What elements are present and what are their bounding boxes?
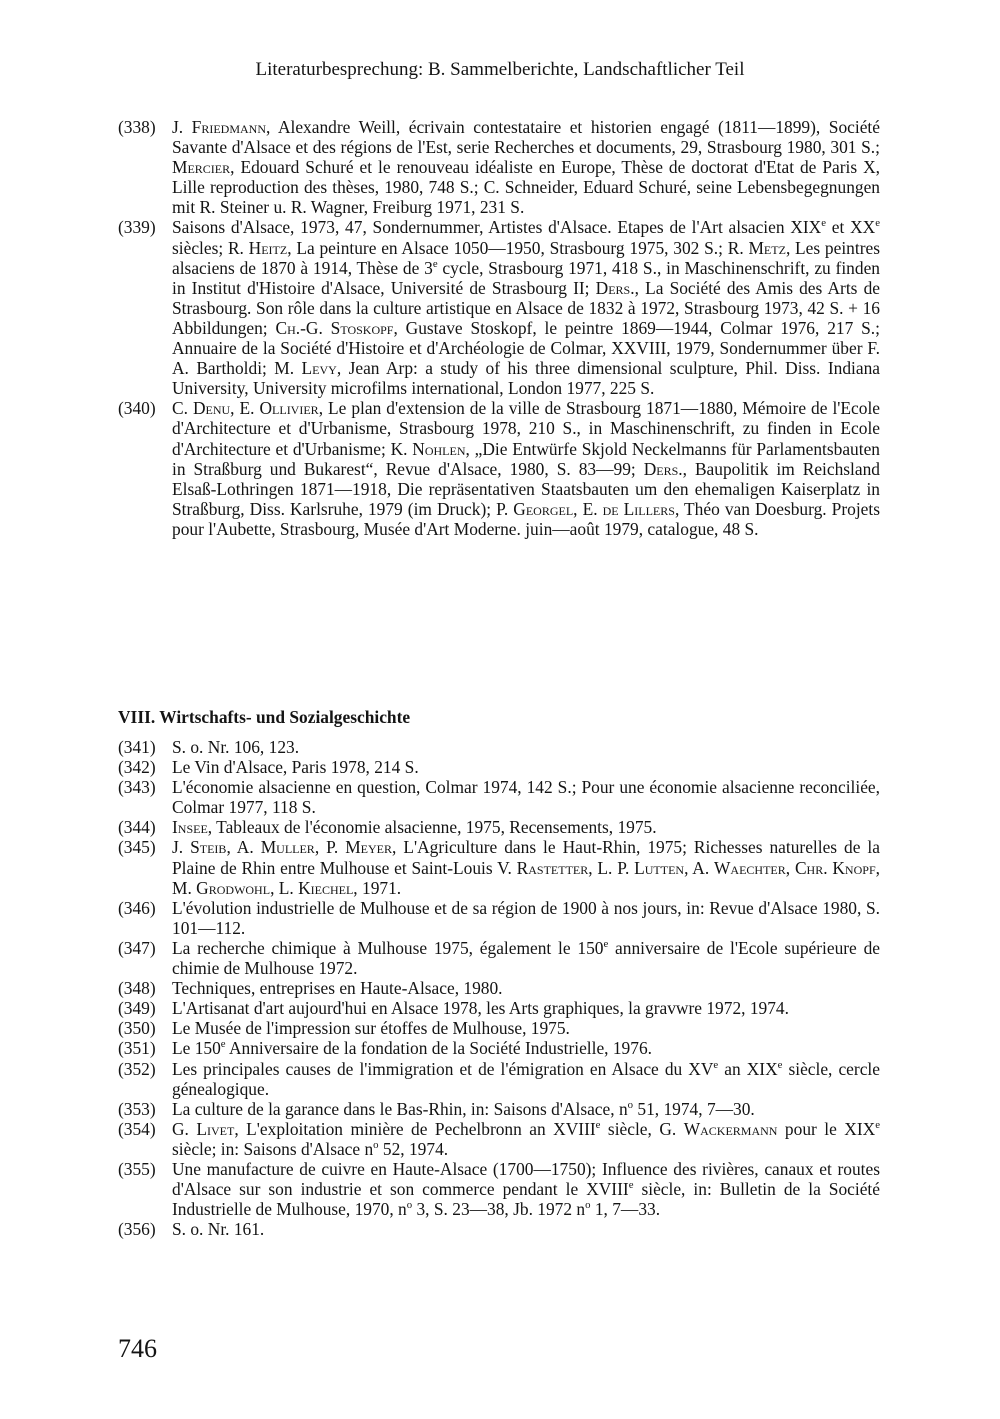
entry-number: (349) (118, 998, 156, 1019)
entry-number: (338) (118, 117, 156, 137)
text-run: an XIX (718, 1058, 778, 1079)
text-run: , (785, 857, 795, 878)
entry-text (172, 1059, 880, 1099)
entry-text (172, 777, 880, 817)
text-run: L'Artisanat d'art aujourd'hui en Alsace 1978, les Arts graphiques, la gravwre 1972, 1974. (172, 998, 789, 1019)
bibliography-entry (118, 1038, 880, 1058)
entry-number: (343) (118, 777, 156, 798)
page-number: 746 (118, 1334, 157, 1363)
text-run: Saisons d'Alsace, 1973, 47, Sondernummer, Artistes d'Alsace. Etapes de l'Art alsacien XIX (172, 217, 822, 238)
author-name: Ch.-G. Stoskopf (275, 317, 394, 338)
text-run: , „Die Entwürfe Skjold Neckelmanns für Parlamentsbauten in Straßburg und Bukarest“, Revue d'Alsace, 1980, S. 83—99; (172, 438, 880, 479)
author-name: Ollivier (259, 398, 319, 419)
entry-text (172, 837, 880, 897)
author-name: Grodwohl (196, 877, 271, 898)
text-run: , Théo van Doesburg. Projets pour l'Aubette, Strasbourg, Musée d'Art Moderne. juin—août 1979, catalogue, 48 S. (172, 498, 880, 539)
author-name: Georgel (513, 498, 574, 519)
text-run: J. (172, 837, 191, 858)
bibliography-entry (118, 117, 880, 217)
text-run: , 1971. (353, 877, 402, 898)
entry-number: (342) (118, 757, 156, 778)
bibliography-entry (118, 817, 880, 837)
superscript: o (373, 1139, 379, 1152)
bibliography-entry (118, 898, 880, 938)
text-run: , L. P. (588, 857, 635, 878)
entry-text (172, 757, 880, 777)
entry-number: (347) (118, 937, 156, 958)
author-name: Muller (260, 837, 315, 858)
entry-text (172, 1099, 880, 1119)
bibliography-entry (118, 1219, 880, 1239)
text-run: Le Musée de l'impression sur étoffes de Mulhouse, 1975. (172, 1018, 570, 1039)
bibliography-entry (118, 398, 880, 539)
superscript: e (432, 257, 438, 270)
text-run: , A. (226, 837, 261, 858)
author-name: Ders (643, 458, 679, 479)
text-run: , L. (270, 877, 299, 898)
text-run: , Alexandre Weill, écrivain contestataire et historien engagé (1811—1899), Société Savante d'Alsace et des régions de l'Est, serie Recherches et documents, 29, Strasbourg 1980, 301 S.; (172, 117, 880, 158)
entry-text (172, 898, 880, 938)
text-run: ., Baupolitik im Reichsland Elsaß-Lothringen 1871—1918, Die repräsentativen Staatsbauten um den ehemaligen Kaiserplatz in Straßburg, Diss. Karlsruhe, 1979 (im Druck); P. (172, 458, 880, 519)
superscript: e (777, 1058, 783, 1071)
text-run: La recherche chimique à Mulhouse 1975, également le 150 (172, 937, 604, 958)
superscript: e (595, 1118, 601, 1131)
bibliography-entry (118, 777, 880, 817)
author-name: de Lillers (602, 498, 675, 519)
author-name: Nohlen (412, 438, 466, 459)
text-run: Une manufacture de cuivre en Haute-Alsace (1700—1750); Influence des rivières, canaux et routes d'Alsace sur son industrie et son commerce pendant le XVIII (172, 1158, 880, 1200)
bibliography-entry (118, 1059, 880, 1099)
superscript: e (713, 1058, 719, 1071)
entry-number: (345) (118, 837, 156, 858)
author-name: Insee (172, 817, 208, 838)
entry-text (172, 998, 880, 1018)
entry-text (172, 737, 880, 757)
text-run: Les principales causes de l'immigration et de l'émigration en Alsace du XV (172, 1058, 714, 1079)
text-run: La culture de la garance dans le Bas-Rhin, in: Saisons d'Alsace, n (172, 1098, 628, 1119)
text-run: , Les peintres alsaciens de 1870 à 1914, Thèse de 3 (172, 237, 880, 278)
entry-number: (353) (118, 1098, 156, 1119)
text-run: pour le XIX (777, 1118, 876, 1139)
entry-text (172, 978, 880, 998)
entry-text (172, 1018, 880, 1038)
text-run: , Edouard Schuré et le renouveau idéaliste en Europe, Thèse de doctorat d'Etat de Paris X, Lille reproduction des thèses, 1980, 748 S.; C. Schneider, Eduard Schuré, seine Lebensbegegnungen mit R. Steiner u. R. Wagner, Freiburg 1971, 231 S. (172, 157, 880, 218)
author-name: Lutten (634, 857, 685, 878)
bibliography-entry (118, 1018, 880, 1038)
author-name: Meyer (345, 837, 392, 858)
text-run: siècle; in: Saisons d'Alsace n (172, 1138, 374, 1159)
superscript: o (627, 1098, 634, 1111)
text-run: 52, 1974. (378, 1138, 449, 1159)
text-run: Anniversaire de la fondation de la Société Industrielle, 1976. (225, 1038, 652, 1059)
bibliography-entry (118, 1119, 880, 1159)
entry-number: (346) (118, 897, 156, 918)
superscript: e (220, 1038, 226, 1051)
text-run: , Le plan d'extension de la ville de Strasbourg 1871—1880, Mémoire de l'Ecole d'Architecture et d'Urbanisme, Strasbourg 1978, 210 S., in Maschinenschrift, zu finden in Ecole d'Architecture et d'Urbanisme; K. (172, 398, 880, 459)
section-heading: VIII. Wirtschafts- und Sozialgeschichte (118, 707, 411, 727)
text-run: , E. (573, 498, 603, 519)
bibliography-entries-top (118, 117, 880, 539)
text-run: 1, 7—33. (590, 1199, 661, 1220)
entry-text (172, 1219, 880, 1239)
author-name: Kiechel (298, 877, 354, 898)
text-run: et XX (826, 217, 876, 238)
text-run: S. o. Nr. 106, 123. (172, 737, 300, 757)
author-name: Denu (192, 398, 231, 419)
bibliography-entry (118, 217, 880, 398)
entry-text (172, 938, 880, 978)
bibliography-entry (118, 1099, 880, 1119)
author-name: Steib (190, 837, 227, 858)
superscript: e (603, 938, 609, 951)
text-run: , P. (314, 837, 346, 858)
entry-number: (356) (118, 1219, 156, 1240)
entry-text (172, 117, 880, 217)
bibliography-entry (118, 938, 880, 978)
entry-text (172, 1119, 880, 1159)
text-run: , La peinture en Alsace 1050—1950, Strasbourg 1975, 302 S.; R. (287, 237, 749, 258)
text-run: siècle, G. (600, 1118, 684, 1139)
entry-number: (351) (118, 1038, 156, 1059)
text-run: Techniques, entreprises en Haute-Alsace, 1980. (172, 978, 503, 999)
author-name: Ders (595, 277, 631, 298)
text-run: G. (172, 1118, 197, 1139)
superscript: o (585, 1199, 591, 1212)
text-run: siècle, cercle génealogique. (172, 1058, 880, 1099)
author-name: Friedmann (191, 117, 267, 137)
author-name: Levy (301, 358, 337, 379)
entry-number: (348) (118, 978, 156, 999)
entry-text (172, 398, 880, 539)
text-run: cycle, Strasbourg 1971, 418 S., in Maschinenschrift, zu finden in Institut d'Histoire d'Alsace, Université de Strasbourg II; (172, 257, 880, 298)
text-run: , M. (172, 857, 880, 898)
text-run: Le Vin d'Alsace, Paris 1978, 214 S. (172, 757, 419, 778)
entry-number: (339) (118, 217, 156, 238)
superscript: e (628, 1179, 634, 1192)
author-name: Rastetter (516, 857, 589, 878)
entry-number: (352) (118, 1058, 156, 1079)
bibliography-entry (118, 1159, 880, 1219)
entry-number: (350) (118, 1018, 156, 1039)
entry-number: (354) (118, 1118, 156, 1139)
text-run: siècle, in: Bulletin de la Société Industrielle de Mulhouse, 1970, n (172, 1179, 880, 1220)
entry-text (172, 1038, 880, 1058)
text-run: , Tableaux de l'économie alsacienne, 1975, Recensements, 1975. (207, 817, 657, 838)
text-run: , A. (684, 857, 715, 878)
author-name: Livet (196, 1118, 235, 1139)
text-run: 3, S. 23—38, Jb. 1972 n (412, 1199, 586, 1220)
superscript: o (406, 1199, 413, 1212)
bibliography-entry (118, 978, 880, 998)
text-run: 51, 1974, 7—30. (633, 1098, 755, 1119)
text-run: Le 150 (172, 1038, 221, 1059)
running-header: Literaturbesprechung: B. Sammelberichte, Landschaftlicher Teil (255, 59, 745, 80)
bibliography-entry (118, 737, 880, 757)
bibliography-entries-bottom (118, 737, 880, 1239)
author-name: Chr. Knopf (794, 857, 876, 878)
author-name: Heitz (248, 237, 288, 258)
bibliography-entry (118, 837, 880, 897)
text-run: L'économie alsacienne en question, Colmar 1974, 142 S.; Pour une économie alsacienne reconciliée, Colmar 1977, 118 S. (172, 777, 880, 818)
superscript: e (875, 217, 880, 230)
text-run: , E. (230, 398, 260, 419)
text-run: , Jean Arp: a study of his three dimensional sculpture, Phil. Diss. Indiana University, University microfilms international, London 1977, 225 S. (172, 358, 880, 399)
text-run: L'évolution industrielle de Mulhouse et de sa région de 1900 à nos jours, in: Revue d'Alsace 1980, S. 101—112. (172, 897, 880, 938)
author-name: Metz (748, 237, 786, 258)
author-name: Mercier (172, 157, 231, 178)
entry-number: (355) (118, 1158, 156, 1179)
entry-text (172, 217, 880, 398)
author-name: Wackermann (683, 1118, 778, 1139)
entry-text (172, 817, 880, 837)
bibliography-entry (118, 757, 880, 777)
bibliography-entry (118, 998, 880, 1018)
text-run: siècles; R. (172, 237, 249, 258)
text-run: , L'exploitation minière de Pechelbronn an XVIII (234, 1118, 596, 1139)
entry-number: (344) (118, 817, 156, 838)
text-run: J. (172, 117, 192, 137)
superscript: e (821, 217, 827, 230)
text-run: anniversaire de l'Ecole supérieure de chimie de Mulhouse 1972. (172, 937, 880, 979)
author-name: Waechter (714, 857, 786, 878)
superscript: e (875, 1118, 880, 1131)
text-run: ., La Société des Amis des Arts de Strasbourg. Son rôle dans la culture artistique en Alsace de 1832 à 1972, Strasbourg 1973, 42 S. + 16 Abbildungen; (172, 277, 880, 338)
text-run: C. (172, 398, 193, 419)
text-run: , Gustave Stoskopf, le peintre 1869—1944, Colmar 1976, 217 S.; Annuaire de la Société d'Histoire et d'Archéologie de Colmar, XXVIII, 1979, Sondernummer über F. A. Bartholdi; M. (172, 317, 880, 379)
text-run: , L'Agriculture dans le Haut-Rhin, 1975; Richesses naturelles de la Plaine de Rhin entre Mulhouse et Saint-Louis V. (172, 837, 880, 878)
text-run: S. o. Nr. 161. (172, 1219, 265, 1240)
entry-number: (340) (118, 398, 156, 419)
entry-number: (341) (118, 737, 156, 757)
entry-text (172, 1159, 880, 1219)
